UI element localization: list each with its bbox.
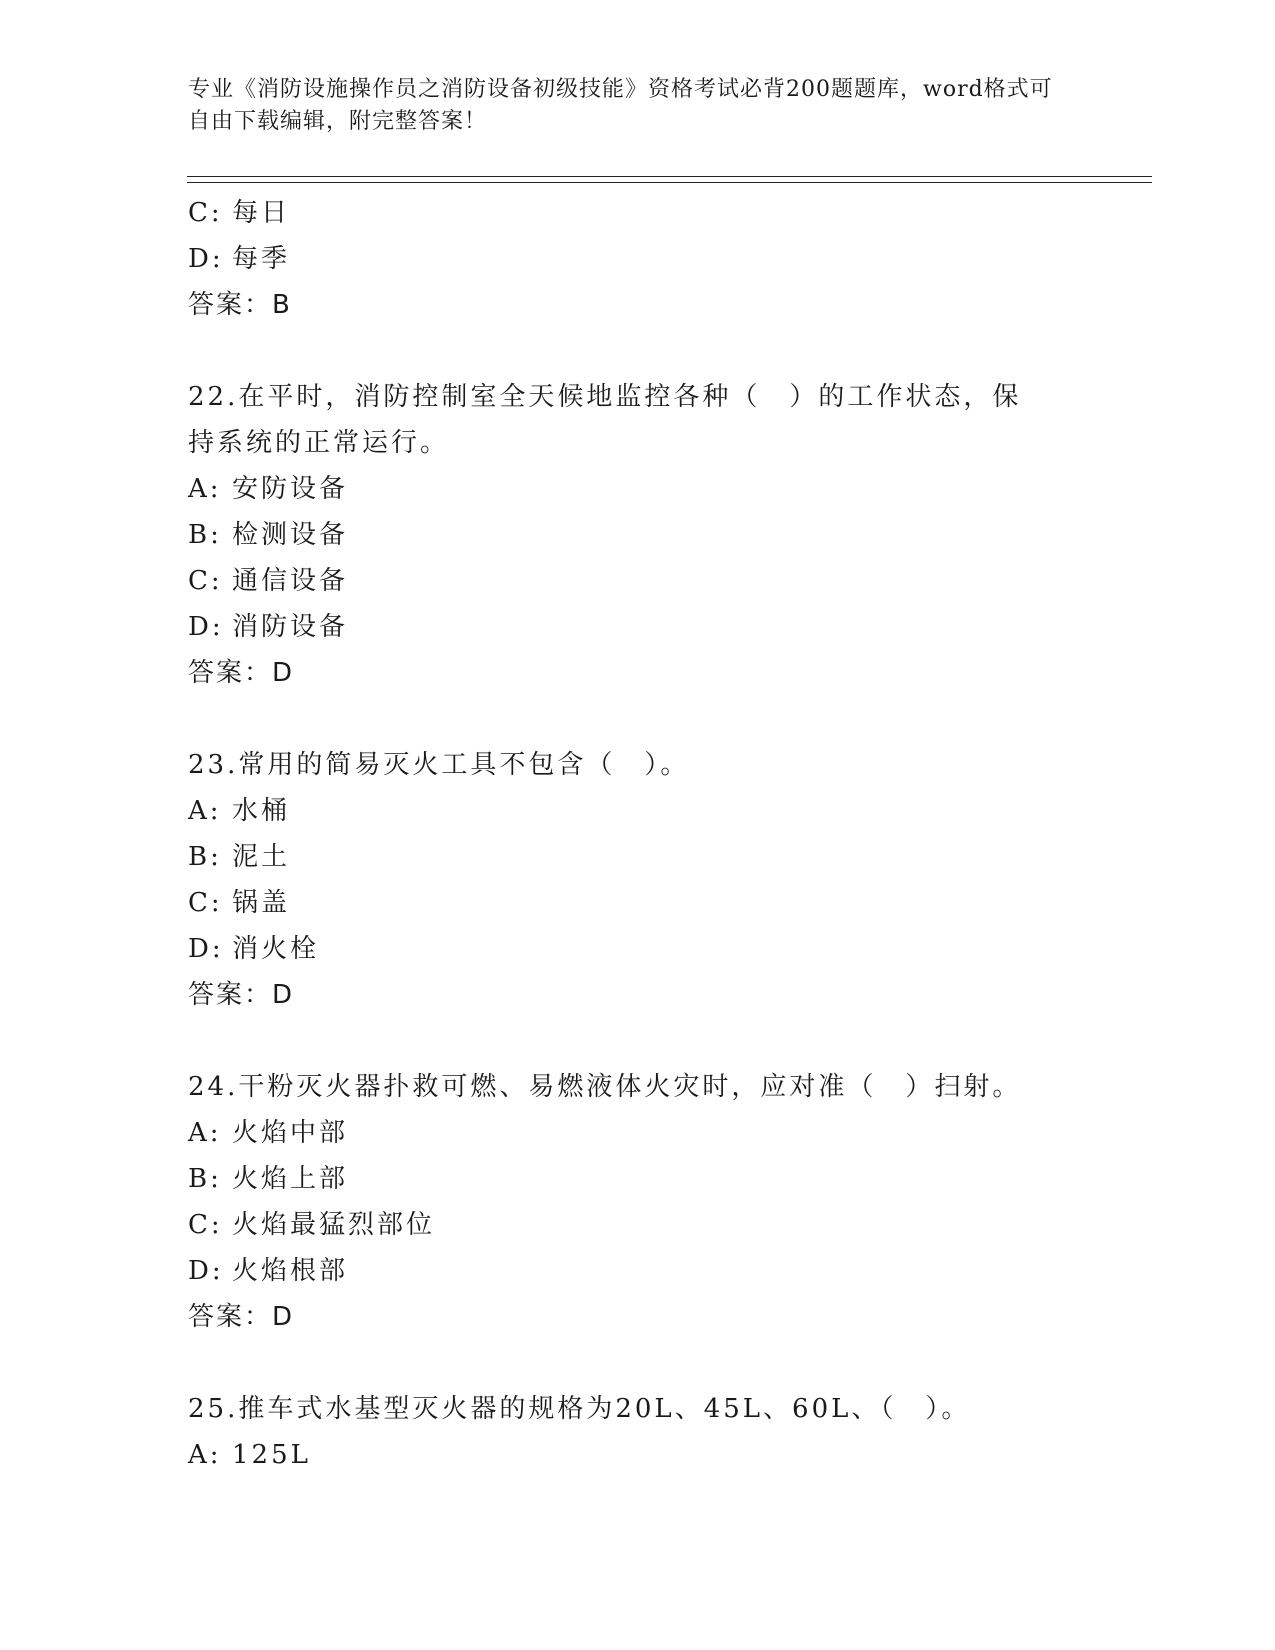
option-text: 消防设备: [232, 612, 349, 642]
option-letter: D:: [188, 612, 224, 642]
option-letter: C:: [188, 1210, 223, 1240]
spacer: [188, 1018, 1088, 1064]
question-22: [188, 374, 1088, 696]
option-letter: B:: [188, 1164, 222, 1194]
spacer: [188, 696, 1088, 742]
question-24: [188, 1064, 1088, 1340]
option-letter: A:: [188, 1440, 222, 1470]
option-text: 安防设备: [232, 474, 349, 504]
spacer: [188, 328, 1088, 374]
question-25: [188, 1386, 1088, 1478]
question-stem: 22.在平时，消防控制室全天候地监控各种（ ）的工作状态，保持系统的正常运行。: [188, 382, 1022, 458]
option-a: [188, 466, 1088, 512]
option-b: [188, 512, 1088, 558]
option-a: [188, 788, 1088, 834]
header-divider-bottom: [187, 182, 1152, 183]
answer-line: 答案：D: [188, 658, 295, 688]
option-b: [188, 1156, 1088, 1202]
option-d: [188, 926, 1088, 972]
option-text: 检测设备: [232, 520, 349, 550]
question-stem: 25.推车式水基型灭火器的规格为20L、45L、60L、（ ）。: [188, 1394, 971, 1424]
header-divider-top: [187, 176, 1152, 177]
option-text: 每季: [232, 244, 291, 274]
option-letter: A:: [188, 1118, 222, 1148]
option-letter: D:: [188, 934, 224, 964]
option-c: [188, 880, 1088, 926]
option-text: 锅盖: [232, 888, 291, 918]
option-d: [188, 236, 1088, 282]
option-a: [188, 1432, 1088, 1478]
option-b: [188, 834, 1088, 880]
document-header: 专业《消防设施操作员之消防设备初级技能》资格考试必背200题题库，word格式可自由下载编辑，附完整答案！: [188, 77, 1053, 134]
option-c: [188, 558, 1088, 604]
option-text: 水桶: [232, 796, 291, 826]
question-stem: 24.干粉灭火器扑救可燃、易燃液体火灾时，应对准（ ）扫射。: [188, 1072, 1022, 1102]
option-a: [188, 1110, 1088, 1156]
option-letter: A:: [188, 796, 222, 826]
option-text: 消火栓: [232, 934, 320, 964]
option-letter: A:: [188, 474, 222, 504]
option-text: 火焰根部: [232, 1256, 349, 1286]
question-21-continuation: [188, 190, 1088, 328]
option-c: [188, 1202, 1088, 1248]
option-letter: D:: [188, 244, 224, 274]
option-letter: B:: [188, 842, 222, 872]
option-d: [188, 1248, 1088, 1294]
option-text: 火焰最猛烈部位: [232, 1210, 436, 1240]
option-letter: C:: [188, 198, 223, 228]
answer-line: 答案：D: [188, 1302, 295, 1332]
option-text: 通信设备: [232, 566, 349, 596]
option-text: 火焰中部: [232, 1118, 349, 1148]
option-c: [188, 190, 1088, 236]
question-stem: 23.常用的简易灭火工具不包含（ ）。: [188, 750, 690, 780]
option-letter: B:: [188, 520, 222, 550]
option-d: [188, 604, 1088, 650]
option-letter: C:: [188, 888, 223, 918]
option-text: 125L: [232, 1440, 311, 1470]
option-text: 每日: [232, 198, 291, 228]
spacer: [188, 1340, 1088, 1386]
option-text: 泥土: [232, 842, 291, 872]
question-23: [188, 742, 1088, 1018]
option-letter: C:: [188, 566, 223, 596]
option-text: 火焰上部: [232, 1164, 349, 1194]
answer-line: 答案：D: [188, 980, 295, 1010]
answer-line: 答案：B: [188, 290, 292, 320]
option-letter: D:: [188, 1256, 224, 1286]
question-list: [188, 190, 1088, 1478]
